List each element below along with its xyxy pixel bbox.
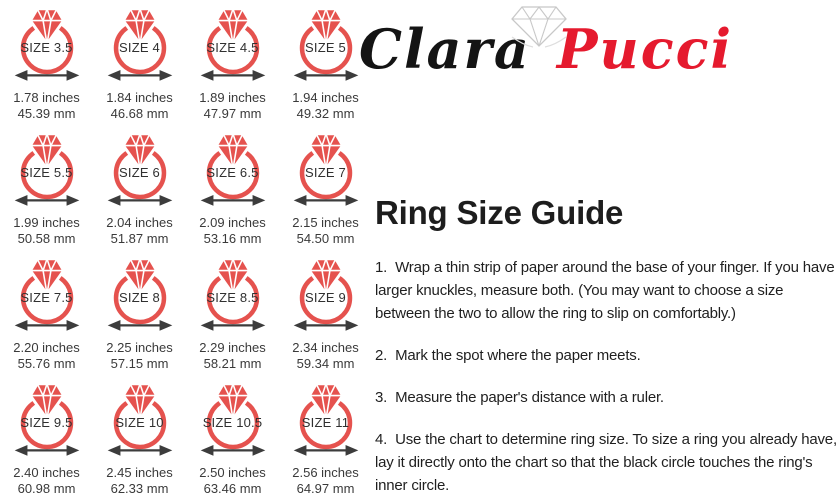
diameter-mm: 54.50 mm [296, 231, 355, 246]
diameter-inches: 2.25 inches [106, 340, 173, 355]
ring-size-label: SIZE 3.5 [20, 40, 73, 55]
step-text: Mark the spot where the paper meets. [395, 347, 641, 364]
diameter-mm: 57.15 mm [110, 356, 169, 371]
guide-panel [359, 0, 839, 501]
brand-logo [359, 4, 839, 106]
diameter-mm: 47.97 mm [203, 106, 262, 121]
diameter-mm: 63.46 mm [203, 481, 262, 496]
diameter-inches: 2.34 inches [292, 340, 359, 355]
ring-size-cell-6-5 [186, 125, 279, 250]
diameter-mm: 49.32 mm [296, 106, 355, 121]
ring-size-cell-4-5 [186, 0, 279, 125]
diameter-mm: 46.68 mm [110, 106, 169, 121]
ring-size-cell-7 [279, 125, 372, 250]
step-text: Measure the paper's distance with a ruler. [395, 389, 664, 406]
ring-size-label: SIZE 5 [305, 40, 346, 55]
page-title: Ring Size Guide [375, 194, 624, 231]
ring-size-label: SIZE 8 [119, 290, 160, 305]
ring-size-label: SIZE 6.5 [206, 165, 259, 180]
instruction-step-1 [375, 256, 837, 325]
ring-size-label: SIZE 4 [119, 40, 160, 55]
ring-size-cell-8-5 [186, 250, 279, 375]
diameter-inches: 2.29 inches [199, 340, 266, 355]
ring-size-chart [0, 0, 372, 501]
diameter-mm: 62.33 mm [110, 481, 169, 496]
ring-size-cell-3-5 [0, 0, 93, 125]
diamond-icon [509, 4, 569, 50]
diameter-mm: 58.21 mm [203, 356, 262, 371]
step-number: 1. [375, 259, 388, 276]
ring-size-cell-10-5 [186, 375, 279, 500]
diameter-mm: 64.97 mm [296, 481, 355, 496]
brand-name-pucci: Pucci [556, 17, 734, 81]
ring-size-label: SIZE 11 [301, 415, 350, 430]
diameter-inches: 2.15 inches [292, 215, 359, 230]
ring-size-label: SIZE 4.5 [206, 40, 259, 55]
diameter-inches: 2.04 inches [106, 215, 173, 230]
diameter-inches: 2.56 inches [292, 465, 359, 480]
ring-size-cell-6 [93, 125, 186, 250]
diameter-mm: 51.87 mm [110, 231, 169, 246]
diameter-inches: 2.09 inches [199, 215, 266, 230]
ring-size-label: SIZE 10 [115, 415, 164, 430]
ring-size-label: SIZE 7 [305, 165, 346, 180]
ring-size-cell-8 [93, 250, 186, 375]
diameter-inches: 2.45 inches [106, 465, 173, 480]
diameter-inches: 1.78 inches [13, 90, 80, 105]
ring-size-label: SIZE 10.5 [202, 415, 263, 430]
ring-size-cell-4 [93, 0, 186, 125]
diameter-inches: 1.84 inches [106, 90, 173, 105]
ring-size-cell-5-5 [0, 125, 93, 250]
ring-size-cell-7-5 [0, 250, 93, 375]
diameter-mm: 60.98 mm [17, 481, 76, 496]
instruction-steps [375, 256, 837, 497]
brand-name-clara: Clara [359, 17, 531, 81]
ring-size-label: SIZE 9 [305, 290, 346, 305]
diameter-mm: 55.76 mm [17, 356, 76, 371]
diameter-inches: 1.89 inches [199, 90, 266, 105]
instruction-step-4 [375, 428, 837, 497]
diameter-mm: 53.16 mm [203, 231, 262, 246]
ring-size-label: SIZE 9.5 [20, 415, 73, 430]
diameter-mm: 59.34 mm [296, 356, 355, 371]
diameter-inches: 1.99 inches [13, 215, 80, 230]
diameter-mm: 45.39 mm [17, 106, 76, 121]
ring-size-label: SIZE 7.5 [20, 290, 73, 305]
ring-size-label: SIZE 5.5 [20, 165, 73, 180]
step-text: Use the chart to determine ring size. To size a ring you already have, lay it directly onto the chart so that the black circle touches the ring's inner circle. [375, 431, 837, 494]
ring-size-cell-9-5 [0, 375, 93, 500]
diameter-mm: 50.58 mm [17, 231, 76, 246]
step-number: 3. [375, 389, 388, 406]
diameter-inches: 1.94 inches [292, 90, 359, 105]
ring-size-label: SIZE 6 [119, 165, 160, 180]
instruction-step-3 [375, 386, 837, 409]
step-number: 4. [375, 431, 388, 448]
ring-size-cell-9 [279, 250, 372, 375]
step-number: 2. [375, 347, 388, 364]
instruction-step-2 [375, 344, 837, 367]
ring-size-label: SIZE 8.5 [206, 290, 259, 305]
ring-size-cell-11 [279, 375, 372, 500]
diameter-inches: 2.40 inches [13, 465, 80, 480]
step-text: Wrap a thin strip of paper around the base of your finger. If you have larger knuckles, measure both. (You may want to choose a size between the two to allow the ring to slip on comfortably.) [375, 259, 835, 322]
ring-size-cell-10 [93, 375, 186, 500]
diameter-inches: 2.50 inches [199, 465, 266, 480]
diameter-inches: 2.20 inches [13, 340, 80, 355]
